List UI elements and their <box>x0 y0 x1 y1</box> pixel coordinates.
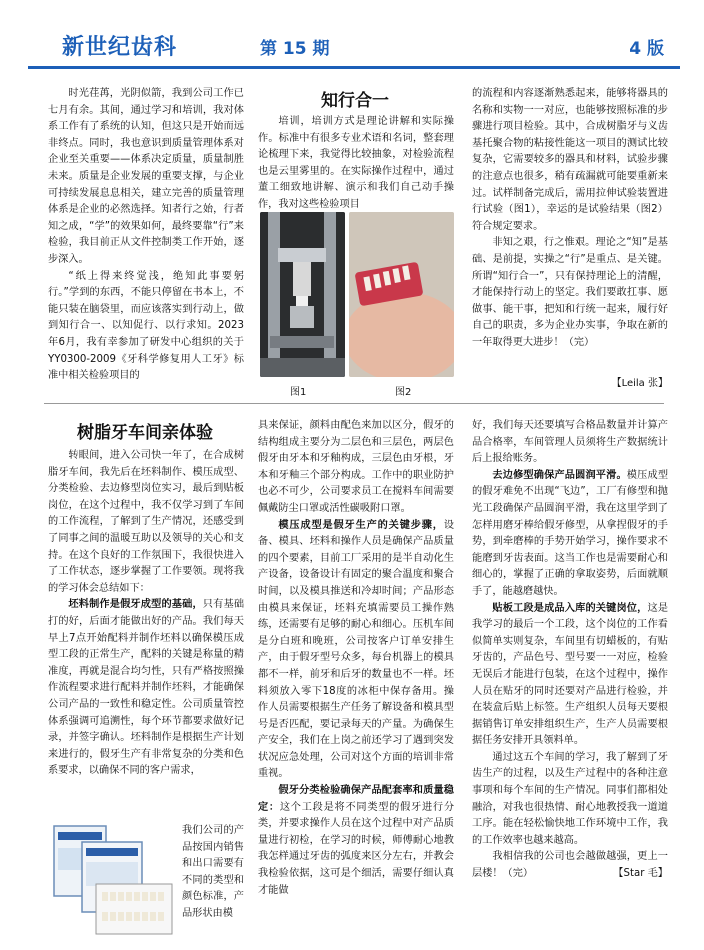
lead-in: 贴板工段是成品入库的关键岗位， <box>492 602 648 614</box>
section-divider <box>44 403 664 404</box>
paragraph: 去边修型确保产品圆润平滑。模压成型的假牙难免不出现“飞边”，工厂有修型和抛光工段确保产品圆润平滑，我在这里学到了怎样用磨牙棒给假牙修型，从拿捏假牙的手势，到牵磨棒的手势开始学习，操作要求不能磨到牙齿表面。这当工作也是需要耐心和细心的，掌握了正确的拿取姿势，后面就顺手了，能越磨越快。 <box>472 469 669 597</box>
article1-column-1 <box>48 86 244 385</box>
figure-2-test-specimen-photo <box>349 212 454 377</box>
article1-column-2 <box>258 114 454 214</box>
paragraph: 时光荏苒，光阴似箭，我到公司工作已七月有余。其间，通过学习和培训，我对体系工作有了系统的认知，但这只是开始而远非终点。同时，我也意识到质量管理体系对企业至关重要——体系决定质量，质量制胜未来。质量是企业发展的重要支撑，与企业可持续发展息息相关，建立完善的质量管理体系是企业的必然选择。知者行之始，行者知之成，“学”的效果如何，最终要靠“行”来检验，我目前正从文件控制类工作开始，逐步深入。 <box>48 88 244 265</box>
masthead <box>28 30 680 69</box>
figure-2-caption: 图2 <box>395 387 412 398</box>
paragraph: 坯料制作是假牙成型的基础，只有基础打的好，后面才能做出好的产品。我们每天早上7点开始配料并制作坯料以确保模压成型工段的正常生产，配料的关键是称量的精准度，再就是混合均匀性，只有严格按照操作流程要求进行配料并制作坯料，才能确保公司产品的一致性和稳定性。公司质量管控体系强调可追溯性，每个环节都要求做好记录，并签字确认。坯料制作是根据生产计划来进行的，假牙生产有非常复杂的分类和色系要求，以确保不同的客户需求， <box>48 599 245 777</box>
paragraph: 模压成型是假牙生产的关键步骤，设备、模具、坯料和操作人员是确保产品质量的四个要素，目前工厂采用的是半自动化生产设备，设备设计有固定的聚合温度和聚合时间，以及模具推送和冷却时间；产品形态由模具来保证，坯料充填需要员工操作熟练，还需要有足够的耐心和细心。压机车间是分白班和晚班，公司按客户订单安排生产，由于假牙型号众多，每台机器上的模具都不一样，前牙和后牙的数量也不一样。坯料须放入零下18度的冰柜中保存备用。操作人员需要根据生产任务了解设备和模具型号是否匹配，要记录每天的产量。为确保生产安全，我们在上岗之前还学习了遇到突发状况应急处理，公司对这个方面的培训非常重视。 <box>258 519 454 780</box>
paragraph: 我相信我的公司也会越做越强，更上一层楼！（完） 【Star 毛】 <box>472 849 668 882</box>
paragraph: “纸上得来终觉浅，绝知此事要躬行。”学到的东西，不能只停留在书本上，不能只装在脑袋里，而应该落实到行动上，做到知行合一、以知促行、以行求知。2023年6月，我有幸参加了研发中心组织的关于YY0300-2009《牙科学修复用人工牙》标准中相关检验项目的 <box>48 270 244 382</box>
lead-in: 假牙分类检验确保产品配套率和质量稳定： <box>258 785 454 813</box>
paragraph: 具来保证，颜料由配色来加以区分，假牙的结构组成主要分为二层色和三层色，两层色假牙由牙本和牙釉构成，三层色由牙根，牙本和牙釉三个部分构成。工作中的职业防护也必不可少，公司要求员工在搅料车间需要佩戴防尘口罩或活性碳吸附口罩。 <box>258 420 454 514</box>
product-package-photo <box>52 822 174 940</box>
paragraph: 非知之艰，行之惟艰。理论之“知”是基础、是前提，实操之“行”是重点、是关键。所谓“知行合一”，只有保持理论上的清醒，才能保持行动上的坚定。我们要敢扛事、愿做事、能干事，把知和行统一起来，履行好自己的职责，多为企业办实事，争取在新的一年取得更大进步！（完） <box>472 237 668 348</box>
article2-column-3 <box>472 418 668 883</box>
paragraph: 培训，培训方式是理论讲解和实际操作。标准中有很多专业术语和名词，整套理论梳理下来，我觉得比较抽象，对检验流程也是云里雾里的。在实际操作过程中，通过董工细致地讲解、演示和我们自己动手操作，我对这些检验项目 <box>258 116 454 210</box>
lead-in: 模压成型是假牙生产的关键步骤， <box>278 519 444 531</box>
paragraph: 贴板工段是成品入库的关键岗位，这是我学习的最后一个工段，这个岗位的工作看似简单实则复杂，车间里有切蜡板的，有贴牙齿的，产品色号、型号要一一对应，检验无误后才能进行包装，在这个过程中，操作人员在贴牙的同时还要对产品进行检验，并在装盒后贴上标签。生产组织人员每天要根据销售订单安排组织生产，生产人员需要根据任务安排开具领料单。 <box>472 602 669 747</box>
issue-number: 第 15 期 <box>260 39 330 59</box>
article2-title: 树脂牙车间亲体验 <box>77 423 213 443</box>
page-number: 4 版 <box>629 39 664 59</box>
paragraph: 假牙分类检验确保产品配套率和质量稳定：这个工段是将不同类型的假牙进行分类，并要求操作人员在这个过程中对产品质量进行初检，在学习的时候，师傅耐心地教我怎样通过牙齿的弧度来区分左右，并教会我检验依据，这可是个细活，需要仔细认真才能做 <box>258 785 455 896</box>
paragraph: 好，我们每天还要填写合格品数量并计算产品合格率，车间管理人员须将生产数据统计后上报给账务。 <box>472 420 668 465</box>
lead-in: 去边修型确保产品圆润平滑。 <box>492 469 627 481</box>
figure-1-tensile-tester-photo <box>260 212 345 377</box>
article2-column-1 <box>48 448 244 780</box>
paragraph: 我们公司的产品按国内销售和出口需要有不同的类型和颜色标准，产品形状由模 <box>182 825 244 919</box>
lead-in: 坯料制作是假牙成型的基础， <box>68 599 203 611</box>
article2-column-2 <box>258 418 454 899</box>
article1-column-3 <box>472 86 668 352</box>
figure-1-caption: 图1 <box>290 387 307 398</box>
article1-signature: 【Leila 张】 <box>611 378 668 389</box>
article2-column-1-wrap <box>182 823 244 923</box>
newspaper-title: 新世纪齿科 <box>62 35 178 60</box>
paragraph: 通过这五个车间的学习，我了解到了牙齿生产的过程，以及生产过程中的各种注意事项和每个车间的生产情况。同事们都相处融洽，对我也很热情、耐心地教授我一道道工序。能在轻松愉快地工作环境中工作，我的工作效率也越来越高。 <box>472 751 668 846</box>
article1-title: 知行合一 <box>321 91 389 111</box>
paragraph: 转眼间，进入公司快一年了，在合成树脂牙车间，我先后在坯料制作、模压成型、分类检验、去边修型岗位实习，最后到贴板岗位，在这个过程中，我不仅学习到了车间的工作流程，了解到了生产情况，还感受到了同事之间的温暖互助以及领导的关心和支持。在这个良好的工作氛围下，我很快进入了工作状态，逐步掌握了工作要领。现将我的学习体会总结如下： <box>48 450 244 594</box>
article2-signature: 【Star 毛】 <box>613 868 668 880</box>
paragraph: 的流程和内容逐渐熟悉起来，能够将器具的名称和实物一一对应，也能够按照标准的步骤进行项目检验。其中，合成树脂牙与义齿基托聚合物的粘接性能这一项目的测试比较复杂，它需要较多的器具和材料，试验步骤的注意点也很多，稍有疏漏就可能要重新来过。试样制备完成后，需用拉伸试验装置进行试验（图1），幸运的是试验结果（图2）符合规定要求。 <box>472 88 668 232</box>
